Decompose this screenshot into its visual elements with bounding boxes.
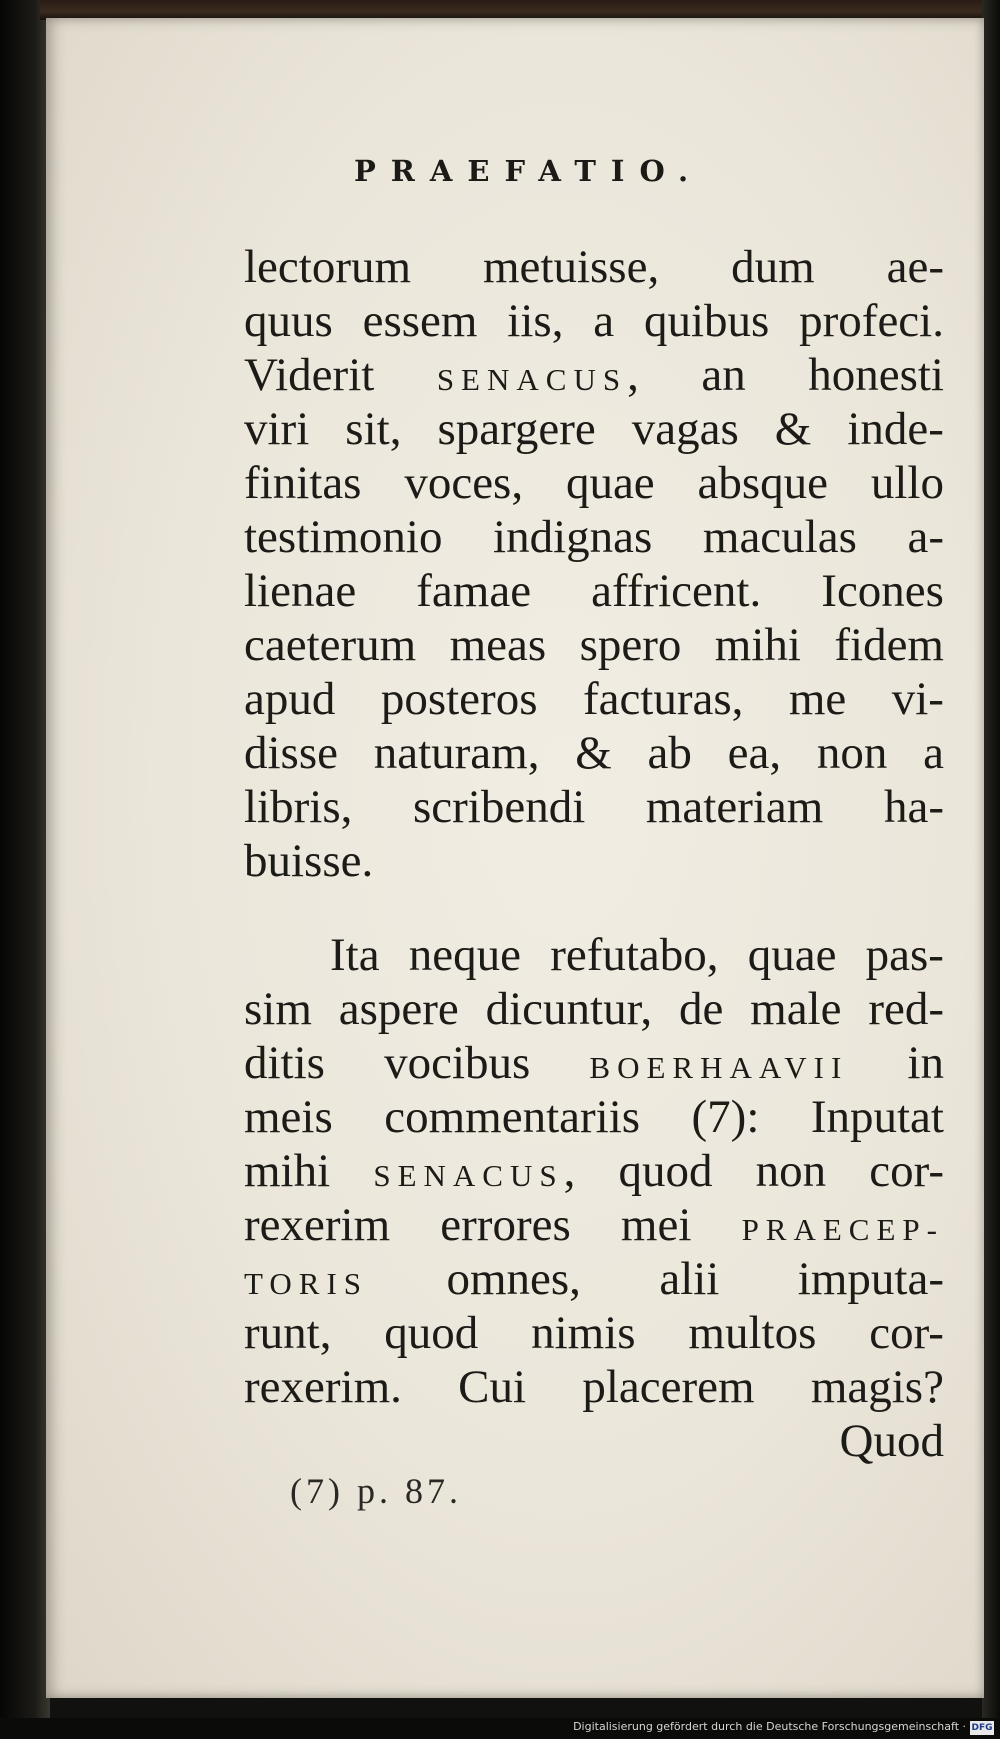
word: ullo xyxy=(870,457,944,509)
catchword: Quod xyxy=(839,1415,944,1467)
text-line xyxy=(244,564,944,618)
word: BOERHAAVII xyxy=(589,1050,849,1085)
word: & xyxy=(774,403,812,455)
word: fidem xyxy=(834,619,944,671)
text-line xyxy=(244,834,944,888)
word: vi- xyxy=(891,673,944,725)
word: a xyxy=(593,295,615,347)
text-line xyxy=(244,726,944,780)
word: ha- xyxy=(883,781,944,833)
word: runt, xyxy=(244,1307,332,1359)
word: neque xyxy=(408,929,521,981)
word: a xyxy=(923,727,944,779)
word: famae xyxy=(416,565,532,617)
word: testimonio xyxy=(244,511,443,563)
word: rexerim. xyxy=(244,1361,402,1413)
word: dum xyxy=(731,241,815,293)
word: SENACUS, xyxy=(373,1145,576,1197)
word: PRAECEP- xyxy=(741,1212,944,1247)
book-right-edge xyxy=(982,0,1000,1739)
text-line xyxy=(244,456,944,510)
word: quod xyxy=(384,1307,479,1359)
footnote: (7) p. 87. xyxy=(290,1471,462,1511)
book-top-edge xyxy=(40,0,1000,20)
word: errores xyxy=(440,1199,571,1251)
word: multos xyxy=(688,1307,817,1359)
word: aspere xyxy=(338,983,459,1035)
word: dicuntur, xyxy=(485,983,653,1035)
book-binding-edge xyxy=(0,0,50,1739)
word: profeci. xyxy=(799,295,944,347)
text-line xyxy=(244,672,944,726)
word: sim xyxy=(244,983,312,1035)
word: absque xyxy=(697,457,829,509)
word: Inputat xyxy=(810,1091,944,1143)
word: commentariis xyxy=(384,1091,641,1143)
text-line xyxy=(244,1090,944,1144)
word: naturam, xyxy=(373,727,540,779)
word: ea, xyxy=(727,727,782,779)
word: a- xyxy=(907,511,944,563)
word: maculas xyxy=(702,511,857,563)
word: disse xyxy=(244,727,338,779)
word: materiam xyxy=(645,781,824,833)
text-line xyxy=(244,1036,944,1090)
word: sit, xyxy=(345,403,402,455)
word: non xyxy=(755,1145,827,1197)
word: omnes, xyxy=(446,1253,581,1305)
word: an xyxy=(701,349,746,401)
word: in xyxy=(907,1037,944,1089)
text-line xyxy=(244,780,944,834)
word: meas xyxy=(449,619,547,671)
word: voces, xyxy=(404,457,524,509)
word: placerem xyxy=(582,1361,755,1413)
text-line xyxy=(244,294,944,348)
word: mei xyxy=(620,1199,692,1251)
word: vagas xyxy=(631,403,739,455)
word: quae xyxy=(747,929,837,981)
word: buisse. xyxy=(244,835,374,887)
word: imputa- xyxy=(797,1253,944,1305)
word: magis? xyxy=(810,1361,944,1413)
word: apud xyxy=(244,673,336,725)
text-line xyxy=(244,1198,944,1252)
text-line xyxy=(244,928,944,982)
word: Icones xyxy=(821,565,944,617)
word: honesti xyxy=(808,349,944,401)
word: finitas xyxy=(244,457,362,509)
running-head: PRAEFATIO. xyxy=(354,154,704,188)
word: TORIS xyxy=(244,1266,369,1301)
word: & xyxy=(575,727,612,779)
word: cor- xyxy=(869,1145,944,1197)
word: quibus xyxy=(643,295,770,347)
text-line xyxy=(244,1252,944,1306)
paragraph-gap xyxy=(244,888,944,928)
word: posteros xyxy=(380,673,538,725)
word: male xyxy=(750,983,842,1035)
word: lienae xyxy=(244,565,357,617)
word: me xyxy=(788,673,847,725)
word: red- xyxy=(868,983,944,1035)
word: indignas xyxy=(493,511,653,563)
word: refutabo, xyxy=(550,929,719,981)
text-line xyxy=(244,348,944,402)
word: (7): xyxy=(691,1091,760,1143)
word: Cui xyxy=(458,1361,527,1413)
word: scribendi xyxy=(412,781,586,833)
word: ab xyxy=(647,727,692,779)
word: non xyxy=(816,727,888,779)
text-line xyxy=(244,240,944,294)
word: de xyxy=(678,983,724,1035)
word: facturas, xyxy=(582,673,744,725)
catchword-line xyxy=(244,1414,944,1468)
word: essem xyxy=(362,295,478,347)
word: mihi xyxy=(714,619,801,671)
word: pas- xyxy=(865,929,944,981)
word: spero xyxy=(579,619,682,671)
text-line xyxy=(244,982,944,1036)
text-line xyxy=(244,1306,944,1360)
paragraph-1 xyxy=(244,240,944,888)
word: lectorum xyxy=(244,241,412,293)
digitization-credit: Digitalisierung gefördert durch die Deutsche Forschungsgemeinschaft · xyxy=(573,1720,966,1733)
word: quod xyxy=(618,1145,713,1197)
word: caeterum xyxy=(244,619,417,671)
word: nimis xyxy=(531,1307,636,1359)
dfg-logo-icon: DFG xyxy=(971,1723,993,1733)
word: meis xyxy=(244,1091,333,1143)
word: alii xyxy=(659,1253,720,1305)
word: quae xyxy=(565,457,655,509)
word: rexerim xyxy=(244,1199,391,1251)
text-line xyxy=(244,510,944,564)
body-text xyxy=(244,240,944,1468)
text-line xyxy=(244,402,944,456)
word: SENACUS, xyxy=(436,349,639,401)
word: vocibus xyxy=(384,1037,531,1089)
word: ditis xyxy=(244,1037,325,1089)
word: spargere xyxy=(437,403,596,455)
paragraph-2 xyxy=(244,928,944,1414)
word: ae- xyxy=(886,241,944,293)
word: metuisse, xyxy=(482,241,660,293)
word: inde- xyxy=(847,403,944,455)
word: affricent. xyxy=(591,565,762,617)
word: Ita xyxy=(330,929,380,981)
word: iis, xyxy=(507,295,564,347)
text-line xyxy=(244,1360,944,1414)
word: viri xyxy=(244,403,310,455)
text-line xyxy=(244,1144,944,1198)
word: Viderit xyxy=(244,349,375,401)
word: mihi xyxy=(244,1145,331,1197)
word: cor- xyxy=(869,1307,944,1359)
word: quus xyxy=(244,295,333,347)
word: libris, xyxy=(244,781,353,833)
text-line xyxy=(244,618,944,672)
